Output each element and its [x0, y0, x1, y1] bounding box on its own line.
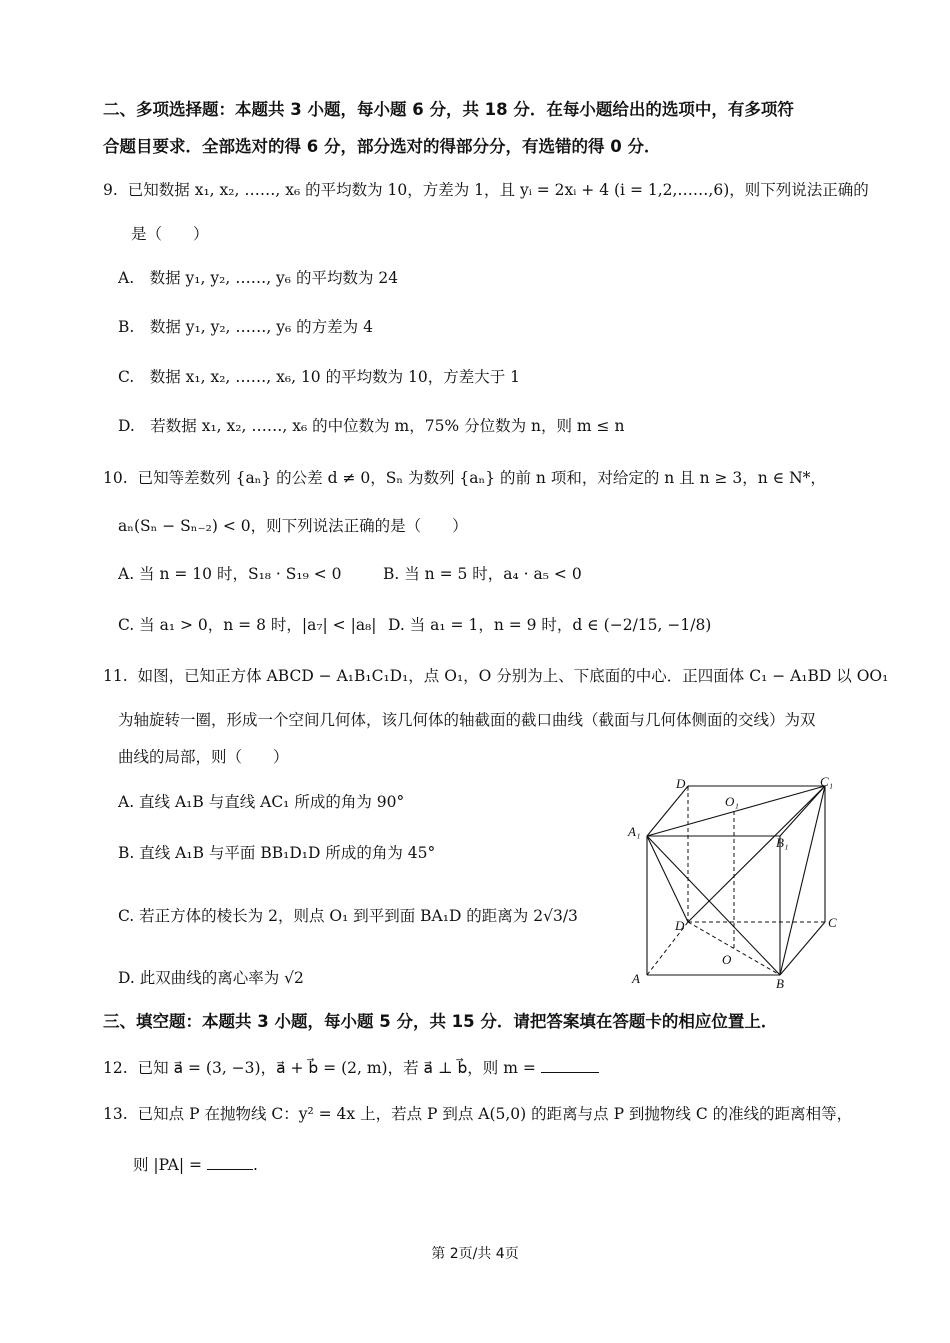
q10-stem-line1: [103, 468, 826, 488]
label-b1: B₁: [776, 835, 789, 850]
edge-b1c1: [780, 786, 825, 836]
label-a1: A₁: [628, 824, 641, 839]
q11-stem-line3: 曲线的局部，则（ ）: [118, 748, 289, 766]
cube-figure: [620, 770, 845, 990]
q13-stem-line1: [103, 1104, 852, 1124]
q9-option-a: A. 数据 y₁, y₂, ……, y₆ 的平均数为 24: [118, 269, 399, 287]
edge-a1d1: [647, 786, 688, 836]
q9-option-b: B. 数据 y₁, y₂, ……, y₆ 的方差为 4: [118, 318, 373, 336]
q11-option-c: C. 若正方体的棱长为 2，则点 O₁ 到平到面 BA₁D 的距离为 2√3/3: [118, 907, 578, 925]
edge-a1d: [647, 836, 688, 922]
q12-number: 12.: [103, 1059, 128, 1077]
q10-option-b: B. 当 n = 5 时，a₄ · a₅ < 0: [383, 565, 582, 583]
label-d: D: [675, 918, 685, 933]
q10-stem-line2: aₙ(Sₙ − Sₙ₋₂) < 0，则下列说法正确的是（ ）: [118, 517, 468, 535]
q9-stem-text1: 已知数据 x₁, x₂, ……, x₆ 的平均数为 10，方差为 1，且 yᵢ = 2xᵢ + 4 (i = 1,2,……,6)，则下列说法正确的: [127, 181, 869, 199]
edge-a1b: [647, 836, 780, 975]
q9-stem-line2: 是（ ）: [131, 225, 209, 243]
edge-c1d: [688, 786, 825, 922]
q10-option-a: A. 当 n = 10 时，S₁₈ · S₁₉ < 0: [118, 565, 342, 583]
label-d1: D₁: [676, 776, 690, 791]
page-footer: 第 2页/共 4页: [431, 1246, 519, 1262]
label-a: A: [632, 971, 640, 986]
q10-option-c: C. 当 a₁ > 0，n = 8 时，|a₇| < |a₈|: [118, 616, 377, 634]
label-c1: C₁: [820, 774, 834, 789]
label-c: C: [828, 915, 837, 930]
q10-number: 10.: [103, 469, 128, 487]
q13-stem-text1: 已知点 P 在抛物线 C：y² = 4x 上，若点 P 到点 A(5,0) 的距离与点 P 到抛物线 C 的准线的距离相等，: [137, 1105, 853, 1123]
q11-stem-text1: 如图，已知正方体 ABCD − A₁B₁C₁D₁，点 O₁，O 分别为上、下底面的中心．正四面体 C₁ − A₁BD 以 OO₁: [137, 667, 889, 685]
q9-number: 9.: [103, 181, 118, 199]
q11-option-d: D. 此双曲线的离心率为 √2: [118, 969, 304, 987]
q12-stem-text: 已知 a⃗ = (3, −3)，a⃗ + b⃗ = (2, m)，若 a⃗ ⊥ b⃗，则 m =: [137, 1059, 536, 1077]
q13-number: 13.: [103, 1105, 128, 1123]
q12-stem: [103, 1058, 599, 1078]
section3-header: 三、填空题：本题共 3 小题，每小题 5 分，共 15 分．请把答案填在答题卡的相应位置上．: [103, 1012, 778, 1031]
q11-option-b: B. 直线 A₁B 与平面 BB₁D₁D 所成的角为 45°: [118, 844, 436, 862]
q13-stem-text2: 则 |PA| =: [133, 1156, 202, 1174]
edge-bc1: [780, 786, 825, 975]
q11-option-a: A. 直线 A₁B 与直线 AC₁ 所成的角为 90°: [118, 793, 405, 811]
q9-stem-line1: [103, 180, 869, 200]
q13-stem-line2: [133, 1155, 258, 1175]
q10-stem-text1: 已知等差数列 {aₙ} 的公差 d ≠ 0，Sₙ 为数列 {aₙ} 的前 n 项和，对给定的 n 且 n ≥ 3，n ∈ N*，: [137, 469, 826, 487]
section2-header-line1: 二、多项选择题：本题共 3 小题，每小题 6 分，共 18 分．在每小题给出的选项中，有多项符: [103, 100, 794, 119]
q11-stem-line1: [103, 666, 888, 686]
q12-answer-blank[interactable]: [541, 1058, 599, 1073]
label-b: B: [776, 976, 784, 990]
q13-stem-end: .: [252, 1156, 258, 1174]
q11-stem-line2: 为轴旋转一圈，形成一个空间几何体，该几何体的轴截面的截口曲线（截面与几何体侧面的交线）为双: [118, 711, 816, 729]
q11-number: 11.: [103, 667, 128, 685]
q9-option-d: D. 若数据 x₁, x₂, ……, x₆ 的中位数为 m，75% 分位数为 n，则 m ≤ n: [118, 417, 625, 435]
q13-answer-blank[interactable]: [207, 1155, 253, 1170]
label-o: O: [722, 952, 732, 967]
edge-db-hidden: [688, 922, 780, 975]
q10-option-d: D. 当 a₁ = 1，n = 9 时，d ∈ (−2/15, −1/8): [388, 616, 712, 634]
section2-header-line2: 合题目要求．全部选对的得 6 分，部分选对的得部分分，有选错的得 0 分．: [103, 137, 661, 156]
label-o1: O₁: [725, 794, 739, 809]
q9-option-c: C. 数据 x₁, x₂, ……, x₆, 10 的平均数为 10，方差大于 1: [118, 368, 521, 386]
